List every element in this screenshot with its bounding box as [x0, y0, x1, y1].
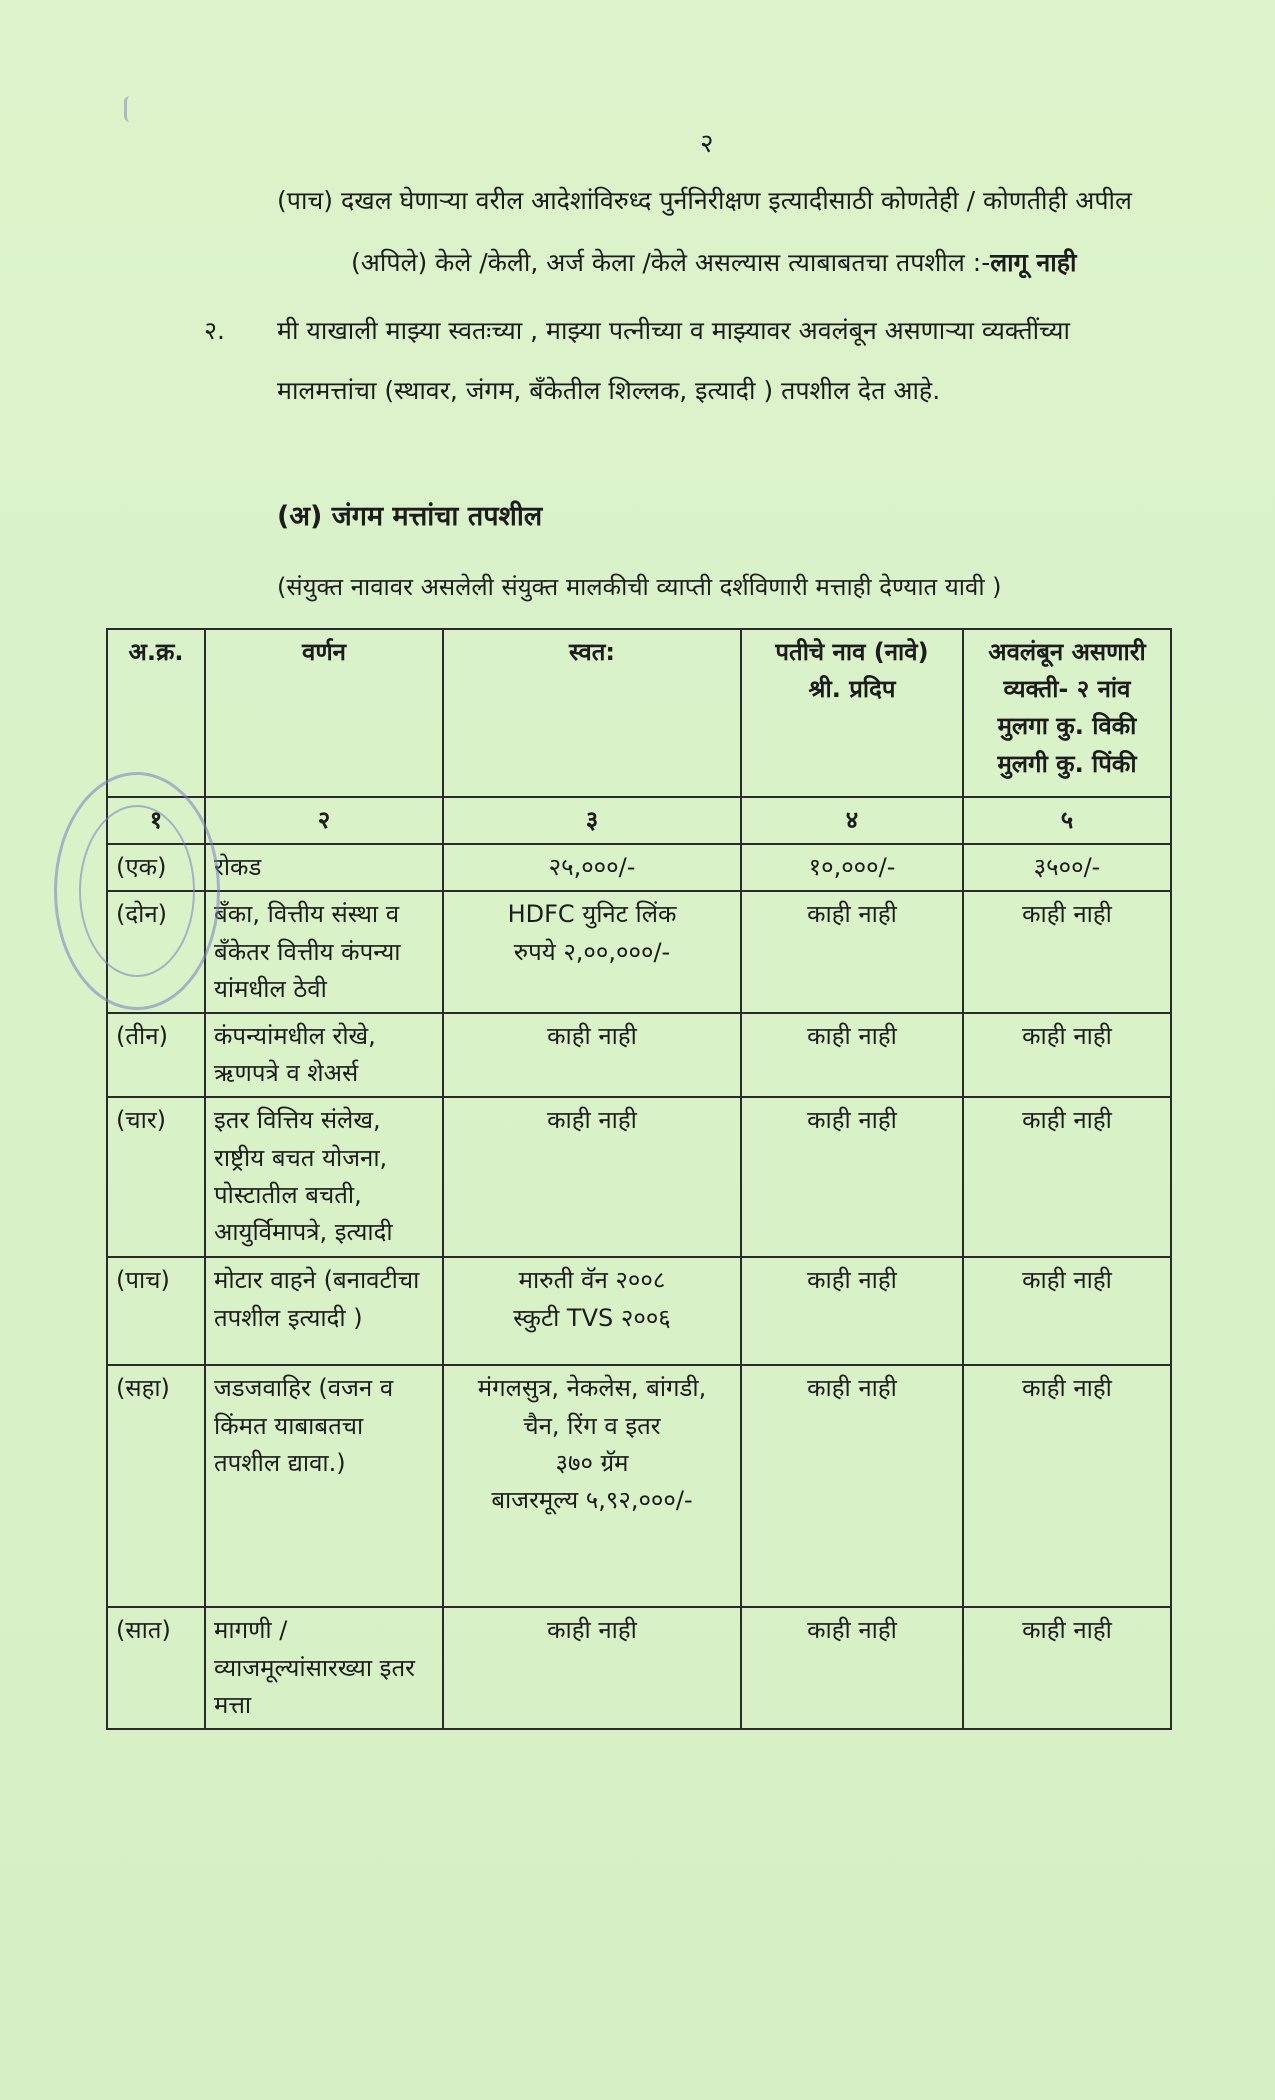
table-row	[107, 891, 1171, 1013]
header-sr-no: अ.क्र.	[107, 629, 205, 797]
row-sr-no: (एक)	[107, 844, 205, 891]
column-number: ३	[443, 797, 741, 844]
row-dependents-value: काही नाही	[963, 1097, 1171, 1257]
row-dependents-value: काही नाही	[963, 1607, 1171, 1729]
row-spouse-value: काही नाही	[741, 1013, 963, 1097]
para-2-line2: मालमत्तांचा (स्थावर, जंगम, बँकेतील शिल्लक, इत्यादी ) तपशील देत आहे.	[277, 376, 941, 405]
page-number: २	[700, 129, 714, 159]
row-self-value: काही नाही	[443, 1097, 741, 1257]
row-description: जडजवाहिर (वजन व किंमत याबाबतचा तपशील द्यावा.)	[205, 1365, 443, 1607]
row-self-value: HDFC युनिट लिंक रुपये २,००,०००/-	[443, 891, 741, 1013]
column-number: ४	[741, 797, 963, 844]
column-number: ५	[963, 797, 1171, 844]
row-description: मोटार वाहने (बनावटीचा तपशील इत्यादी )	[205, 1257, 443, 1365]
table-header-row	[107, 629, 1171, 797]
movable-assets-table	[106, 628, 1172, 1730]
column-number: १	[107, 797, 205, 844]
row-description: रोकड	[205, 844, 443, 891]
column-number-row	[107, 797, 1171, 844]
table-row	[107, 1607, 1171, 1729]
para-panch-line2	[351, 248, 1077, 278]
section-note: (संयुक्त नावावर असलेली संयुक्त मालकीची व्याप्ती दर्शविणारी मत्ताही देण्यात यावी )	[277, 573, 1002, 601]
row-description: कंपन्यांमधील रोखे, ऋणपत्रे व शेअर्स	[205, 1013, 443, 1097]
row-dependents-value: ३५००/-	[963, 844, 1171, 891]
row-description: मागणी / व्याजमूल्यांसारख्या इतर मत्ता	[205, 1607, 443, 1729]
row-self-value: काही नाही	[443, 1013, 741, 1097]
row-spouse-value: काही नाही	[741, 891, 963, 1013]
row-spouse-value: काही नाही	[741, 1097, 963, 1257]
row-spouse-value: काही नाही	[741, 1365, 963, 1607]
row-spouse-value: काही नाही	[741, 1607, 963, 1729]
para-2-line1: मी याखाली माझ्या स्वतःच्या , माझ्या पत्नीच्या व माझ्यावर अवलंबून असणाऱ्या व्यक्तींच्या	[277, 316, 1070, 345]
row-dependents-value: काही नाही	[963, 1257, 1171, 1365]
row-sr-no: (तीन)	[107, 1013, 205, 1097]
row-self-value: २५,०००/-	[443, 844, 741, 891]
table-row	[107, 1097, 1171, 1257]
row-dependents-value: काही नाही	[963, 891, 1171, 1013]
row-self-value: काही नाही	[443, 1607, 741, 1729]
header-description: वर्णन	[205, 629, 443, 797]
row-spouse-value: १०,०००/-	[741, 844, 963, 891]
header-spouse: पतीचे नाव (नावे) श्री. प्रदिप	[741, 629, 963, 797]
para-panch-line2-text: (अपिले) केले /केली, अर्ज केला /केले असल्यास त्याबाबतचा तपशील :-	[351, 248, 991, 277]
row-spouse-value: काही नाही	[741, 1257, 963, 1365]
table-row	[107, 844, 1171, 891]
header-dependents: अवलंबून असणारी व्यक्ती- २ नांव मुलगा कु. विकी मुलगी कु. पिंकी	[963, 629, 1171, 797]
header-self: स्वत:	[443, 629, 741, 797]
row-self-value: मंगलसुत्र, नेकलेस, बांगडी, चैन, रिंग व इतर ३७० ग्रॅम बाजरमूल्य ५,९२,०००/-	[443, 1365, 741, 1607]
row-description: इतर वित्तिय संलेख, राष्ट्रीय बचत योजना, पोस्टातील बचती, आयुर्विमापत्रे, इत्यादी	[205, 1097, 443, 1257]
table-row	[107, 1013, 1171, 1097]
row-sr-no: (सात)	[107, 1607, 205, 1729]
row-self-value: मारुती वॅन २००८ स्कुटी TVS २००६	[443, 1257, 741, 1365]
row-sr-no: (पाच)	[107, 1257, 205, 1365]
row-sr-no: (सहा)	[107, 1365, 205, 1607]
para-panch-line1: (पाच) दखल घेणाऱ्या वरील आदेशांविरुध्द पुर्ननिरीक्षण इत्यादीसाठी कोणतेही / कोणतीही अपील	[277, 186, 1132, 215]
pencil-mark	[124, 96, 139, 122]
table-row	[107, 1257, 1171, 1365]
table-row	[107, 1365, 1171, 1607]
not-applicable-text: लागू नाही	[990, 248, 1077, 277]
row-sr-no: (दोन)	[107, 891, 205, 1013]
row-description: बँका, वित्तीय संस्था व बँकेतर वित्तीय कंपन्या यांमधील ठेवी	[205, 891, 443, 1013]
section-heading: (अ) जंगम मत्तांचा तपशील	[277, 501, 543, 532]
row-dependents-value: काही नाही	[963, 1365, 1171, 1607]
para-2-number: २.	[204, 316, 225, 345]
row-dependents-value: काही नाही	[963, 1013, 1171, 1097]
column-number: २	[205, 797, 443, 844]
row-sr-no: (चार)	[107, 1097, 205, 1257]
